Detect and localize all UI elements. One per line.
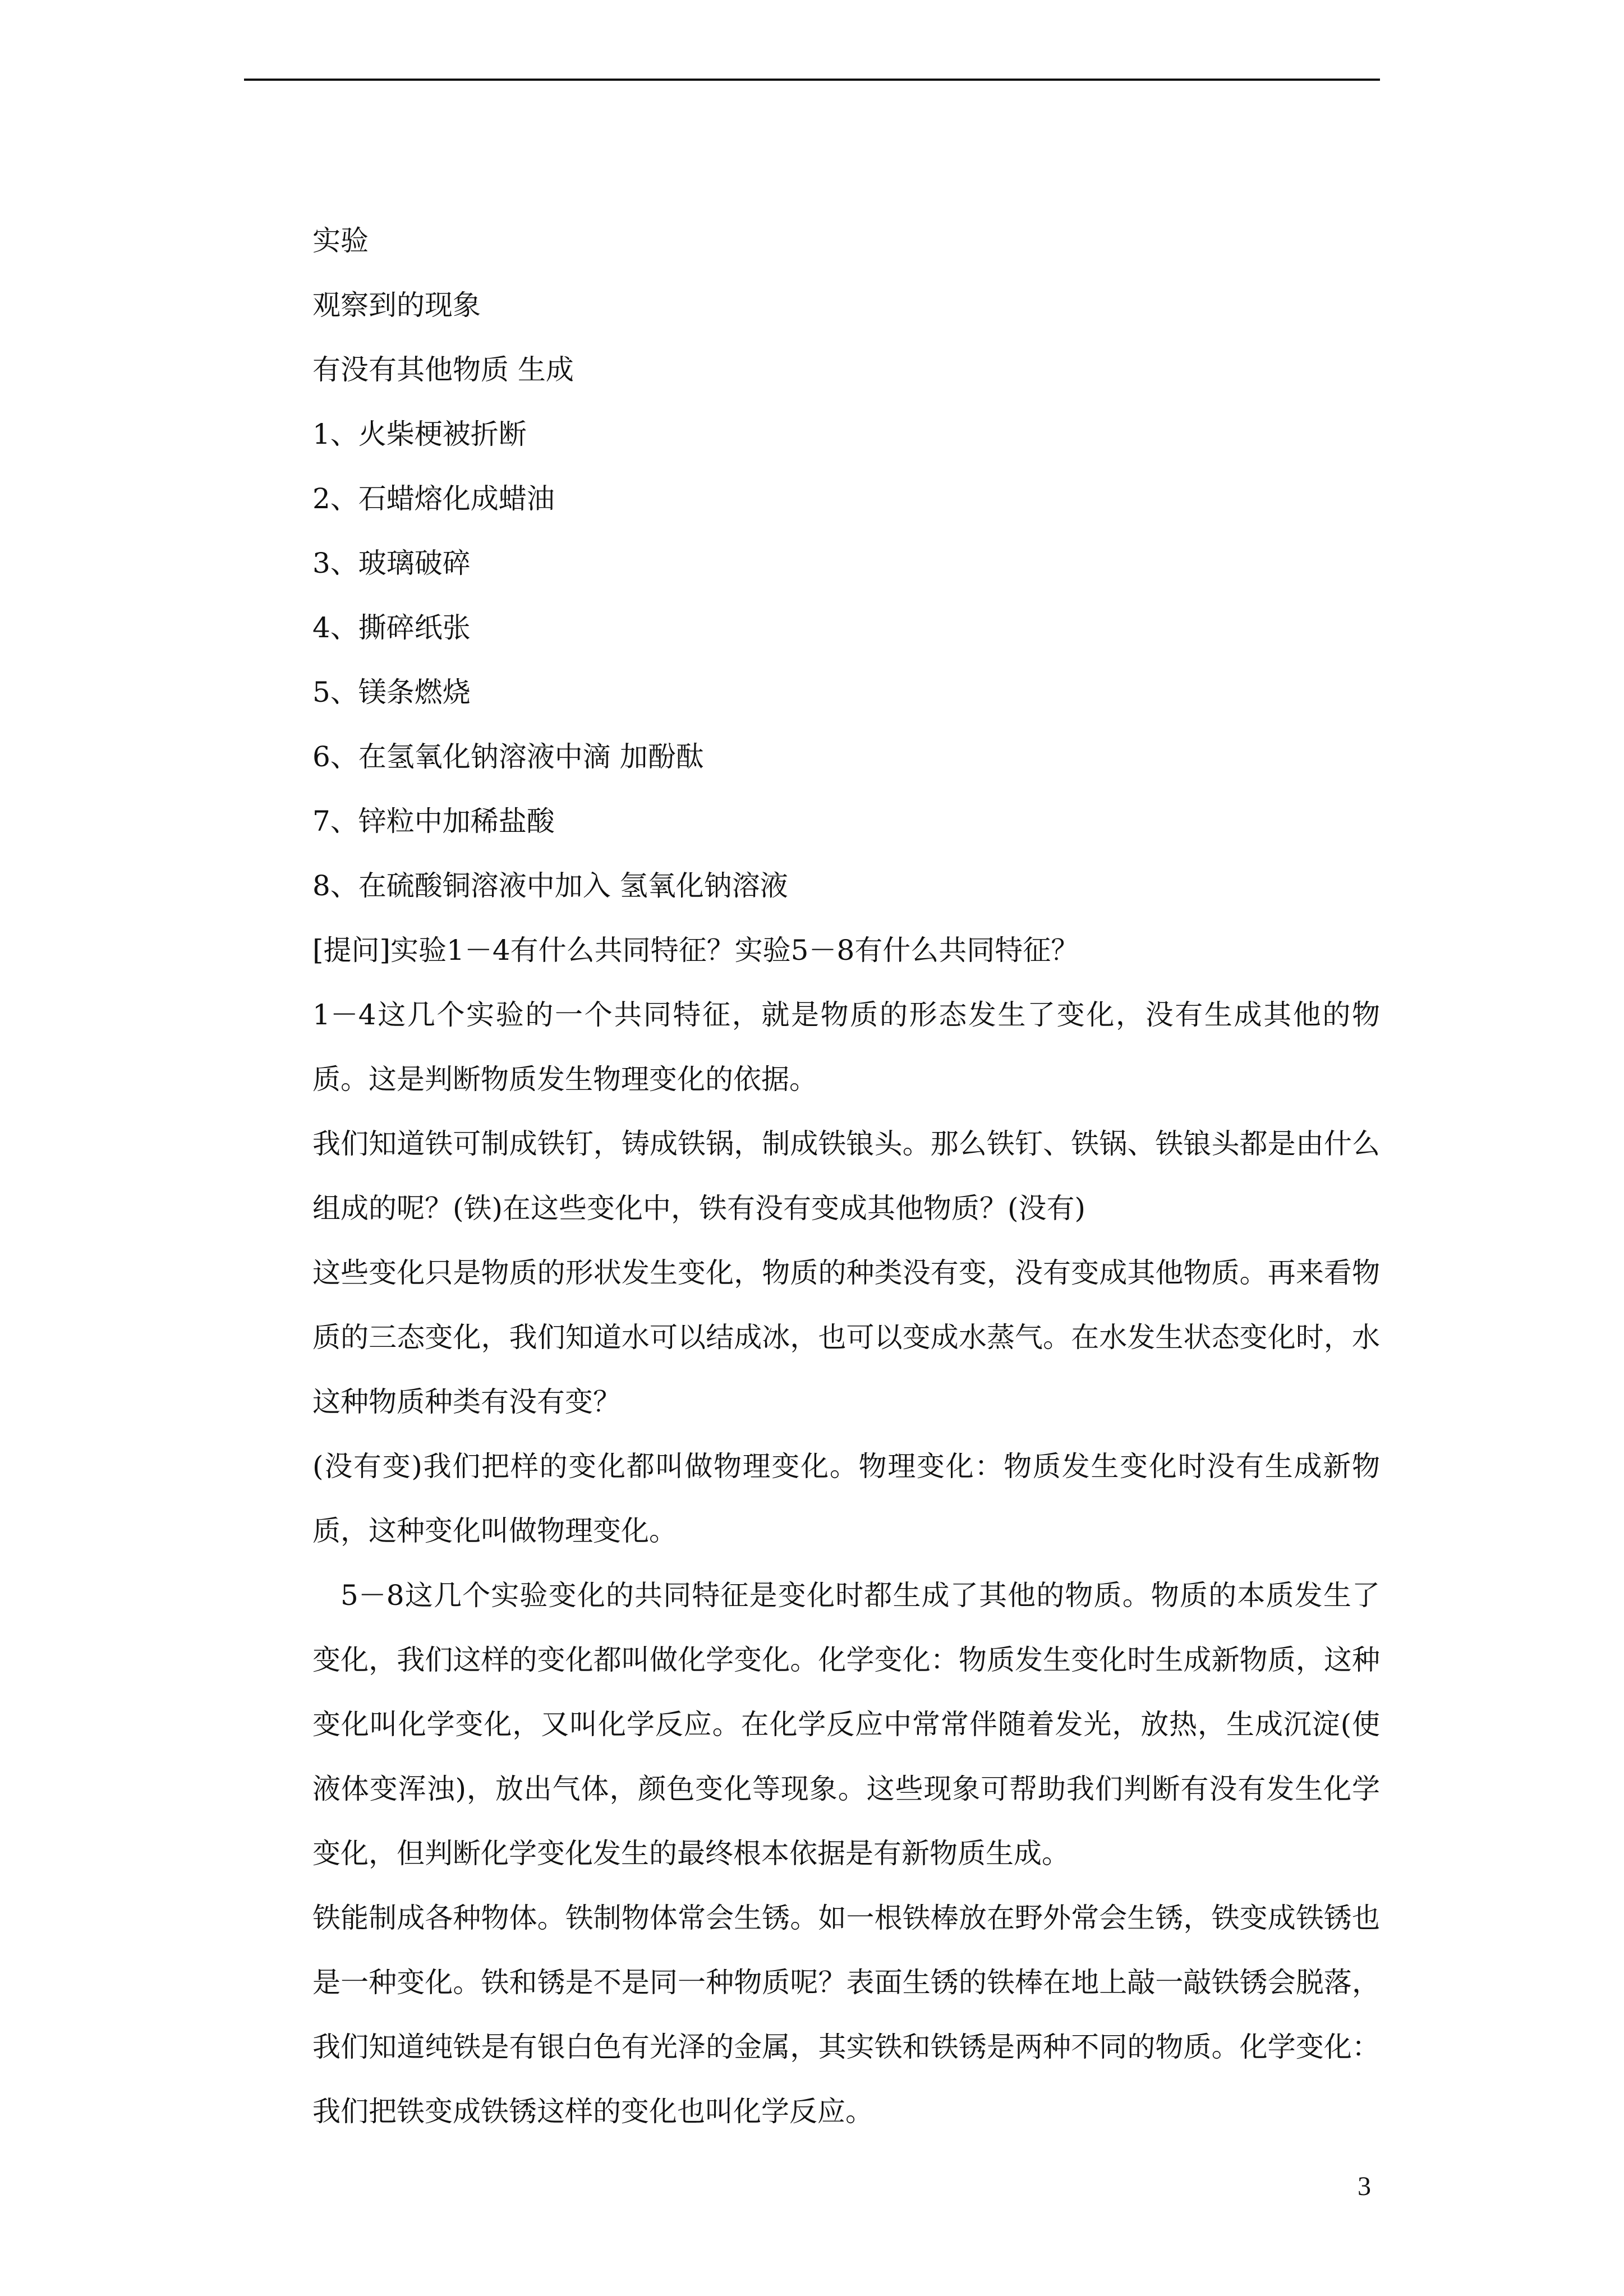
- table-header-new-substance: 有没有其他物质 生成: [312, 353, 574, 386]
- chemical-change-definition-paragraph: 5－8这几个实验变化的共同特征是变化时都生成了其他的物质。物质的本质发生了变化，我们这样的变化都叫做化学变化。化学变化：物质发生变化时生成新物质，这种变化叫化学变化，又叫化学反应。在化学反应中常常伴随着发光，放热，生成沉淀(使液体变浑浊)，放出气体，颜色变化等现象。这些现象可帮助我们判断有没有发生化学变化，但判断化学变化发生的最终根本依据是有新物质生成。: [312, 1579, 1380, 1870]
- state-change-paragraph: 这些变化只是物质的形状发生变化，物质的种类没有变，没有变成其他物质。再来看物质的三态变化，我们知道水可以结成冰，也可以变成水蒸气。在水发生状态变化时，水这种物质种类有没有变？: [312, 1257, 1380, 1418]
- page-body: [312, 209, 1380, 2144]
- question-paragraph: [提问]实验1－4有什么共同特征？实验5－8有什么共同特征？: [312, 934, 1079, 967]
- iron-rust-paragraph: 铁能制成各种物体。铁制物体常会生锈。如一根铁棒放在野外常会生锈，铁变成铁锈也是一种变化。铁和锈是不是同一种物质呢？表面生锈的铁棒在地上敲一敲铁锈会脱落，我们知道纯铁是有银白色有光泽的金属，其实铁和铁锈是两种不同的物质。化学变化：我们把铁变成铁锈这样的变化也叫化学反应。: [312, 1902, 1380, 2128]
- header-rule: [244, 79, 1380, 81]
- table-header-observation: 观察到的现象: [312, 289, 481, 321]
- iron-example-paragraph: 我们知道铁可制成铁钉，铸成铁锅，制成铁锒头。那么铁钉、铁锅、铁锒头都是由什么组成的呢？(铁)在这些变化中，铁有没有变成其他物质？(没有): [312, 1128, 1380, 1225]
- list-item: 1、火柴梗被折断: [312, 418, 527, 450]
- list-item: 8、在硫酸铜溶液中加入 氢氧化钠溶液: [312, 869, 788, 902]
- page-number: 3: [1358, 2171, 1371, 2201]
- list-item: 7、锌粒中加稀盐酸: [312, 805, 555, 838]
- list-item: 3、玻璃破碎: [312, 547, 471, 579]
- list-item: 5、镁条燃烧: [312, 676, 471, 708]
- physical-change-definition-paragraph: (没有变)我们把样的变化都叫做物理变化。物理变化：物质发生变化时没有生成新物质，这种变化叫做物理变化。: [312, 1450, 1380, 1547]
- list-item: 4、撕碎纸张: [312, 611, 471, 644]
- table-header-experiment: 实验: [312, 224, 369, 257]
- physical-change-feature-paragraph: 1－4这几个实验的一个共同特征，就是物质的形态发生了变化，没有生成其他的物质。这是判断物质发生物理变化的依据。: [312, 999, 1380, 1096]
- list-item: 6、在氢氧化钠溶液中滴 加酚酞: [312, 740, 704, 773]
- experiment-list: [312, 209, 1380, 918]
- list-item: 2、石蜡熔化成蜡油: [312, 482, 555, 515]
